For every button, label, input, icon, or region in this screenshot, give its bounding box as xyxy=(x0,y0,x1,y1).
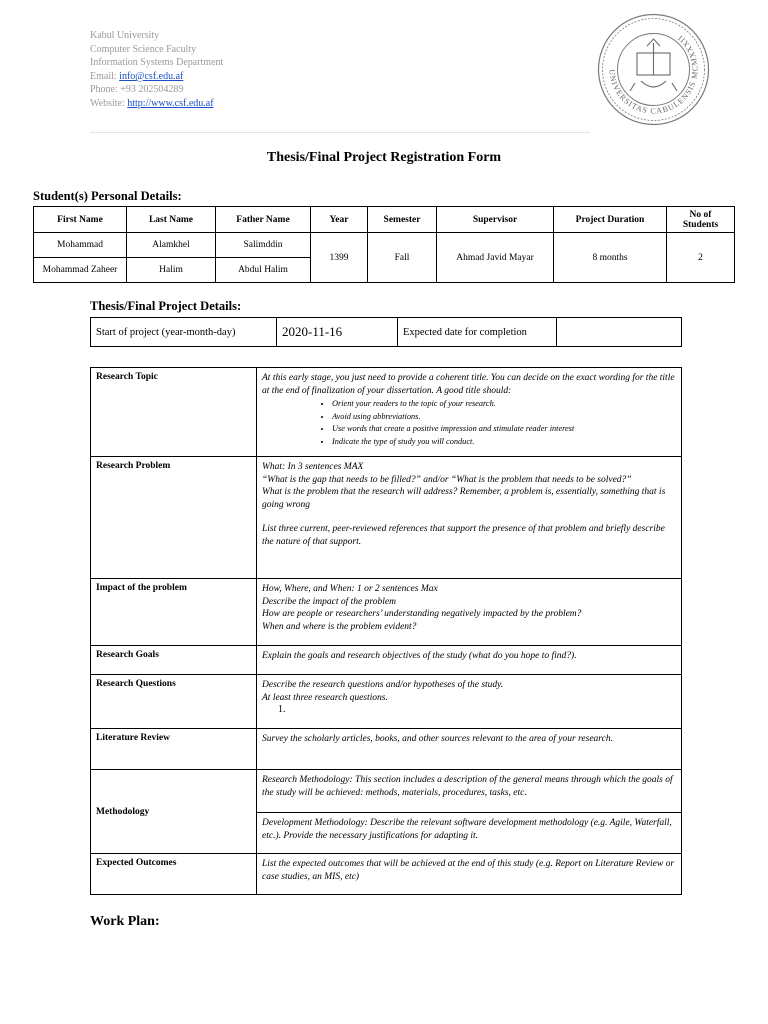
row-description: Research Methodology: This section includes a description of the general means through which the goals of the study will be achieved: methods, materials, procedures, tasks, etc. xyxy=(257,770,682,813)
row-label: Literature Review xyxy=(91,729,257,770)
research-questions-list xyxy=(262,704,676,717)
email-link[interactable]: info@csf.edu.af xyxy=(119,70,184,82)
student-father-name: Salimddin xyxy=(216,233,311,258)
table-row xyxy=(91,579,682,646)
table-row xyxy=(91,646,682,675)
row-description: List the expected outcomes that will be achieved at the end of this study (e.g. Report on Literature Review or case studies, an MIS, etc) xyxy=(257,854,682,895)
table-row xyxy=(91,318,682,347)
list-item: • Use words that create a positive impression and stimulate reader interest xyxy=(332,423,676,436)
expected-date-value xyxy=(557,318,682,347)
list-item: • Avoid using abbreviations. xyxy=(332,411,676,424)
personal-details-table xyxy=(33,206,735,283)
col-project-duration: Project Duration xyxy=(554,207,667,233)
student-first-name: Mohammad xyxy=(34,233,127,258)
row-description: At this early stage, you just need to provide a coherent title. You can decide on the exact wording for the title at the end of finalization of your dissertation. A good title should: • Orient your readers to the topic of your research. • Avoid using abbreviations. • Use words that create a positive impression and stimulate reader interest • Indicate the type of study you will conduct. xyxy=(257,368,682,457)
table-row xyxy=(91,457,682,579)
row-description: Explain the goals and research objectives of the study (what do you hope to find?). xyxy=(257,646,682,675)
table-row xyxy=(91,675,682,729)
list-item xyxy=(288,704,676,717)
row-label: Impact of the problem xyxy=(91,579,257,646)
col-first-name: First Name xyxy=(34,207,127,233)
table-row xyxy=(91,770,682,813)
letterhead-contact xyxy=(90,29,223,111)
personal-details-heading: Student(s) Personal Details: xyxy=(33,189,182,203)
student-first-name: Mohammad Zaheer xyxy=(34,258,127,283)
seal-lettering: UNIVERSITAS CABULENSIS MCMXXXII xyxy=(607,32,700,116)
form-title: Thesis/Final Project Registration Form xyxy=(266,150,502,165)
project-details-heading: Thesis/Final Project Details: xyxy=(90,299,242,313)
student-last-name: Alamkhel xyxy=(127,233,216,258)
row-label: Research Goals xyxy=(91,646,257,675)
col-year: Year xyxy=(311,207,368,233)
row-label: Research Questions xyxy=(91,675,257,729)
row-description: Describe the research questions and/or hypotheses of the study. At least three research questions. 1. xyxy=(257,675,682,729)
row-label: Research Topic xyxy=(91,368,257,457)
col-father-name: Father Name xyxy=(216,207,311,233)
email-line: Email: info@csf.edu.af xyxy=(90,70,184,82)
col-supervisor: Supervisor xyxy=(437,207,554,233)
student-last-name: Halim xyxy=(127,258,216,283)
phone-line: Phone: +93 202504289 xyxy=(90,84,184,96)
start-date-label: Start of project (year-month-day) xyxy=(91,318,277,347)
header-divider xyxy=(90,132,590,133)
row-label: Research Problem xyxy=(91,457,257,579)
semester-value: Fall xyxy=(368,233,437,283)
student-father-name: Abdul Halim xyxy=(216,258,311,283)
row-description: Development Methodology: Describe the relevant software development methodology (e.g. Agile, Waterfall, etc.). Provide the necessary justifications for adapting it. xyxy=(257,813,682,854)
col-semester: Semester xyxy=(368,207,437,233)
personal-header-row xyxy=(34,207,735,233)
supervisor-value: Ahmad Javid Mayar xyxy=(437,233,554,283)
table-row xyxy=(91,729,682,770)
row-description: Survey the scholarly articles, books, and other sources relevant to the area of your research. xyxy=(257,729,682,770)
row-label: Expected Outcomes xyxy=(91,854,257,895)
title-guidelines-list xyxy=(262,398,676,448)
project-dates-table xyxy=(90,317,682,347)
project-details-table xyxy=(90,367,682,895)
website-line: Website: http://www.csf.edu.af xyxy=(90,97,214,109)
row-label: Methodology xyxy=(91,770,257,854)
list-item: • Indicate the type of study you will conduct. xyxy=(332,436,676,449)
list-item: • Orient your readers to the topic of your research. xyxy=(332,398,676,411)
website-link[interactable]: http://www.csf.edu.af xyxy=(127,97,214,109)
faculty-name: Computer Science Faculty xyxy=(90,43,197,55)
start-date-value: 2020-11-16 xyxy=(277,318,398,347)
duration-value: 8 months xyxy=(554,233,667,283)
department-name: Information Systems Department xyxy=(90,57,224,69)
row-description: What: In 3 sentences MAX “What is the gap that needs to be filled?” and/or “What is the problem that needs to be solved?” What is the problem that the research will address? Remember, a problem is, essentially, something that is going wrong List three current, peer-reviewed references that support the presence of that problem and briefly describe the nature of that support. xyxy=(257,457,682,579)
work-plan-heading: Work Plan: xyxy=(90,914,160,929)
col-last-name: Last Name xyxy=(127,207,216,233)
expected-date-label: Expected date for completion xyxy=(398,318,557,347)
table-row xyxy=(91,854,682,895)
table-row xyxy=(34,233,735,258)
table-row xyxy=(91,368,682,457)
row-description: How, Where, and When: 1 or 2 sentences Max Describe the impact of the problem How are people or researchers’ understanding negatively impacted by the problem? When and where is the problem evident? xyxy=(257,579,682,646)
university-seal-icon xyxy=(597,13,710,126)
col-no-of-students: No of Students xyxy=(667,207,735,233)
year-value: 1399 xyxy=(311,233,368,283)
university-name: Kabul University xyxy=(90,30,160,41)
num-students-value: 2 xyxy=(667,233,735,283)
